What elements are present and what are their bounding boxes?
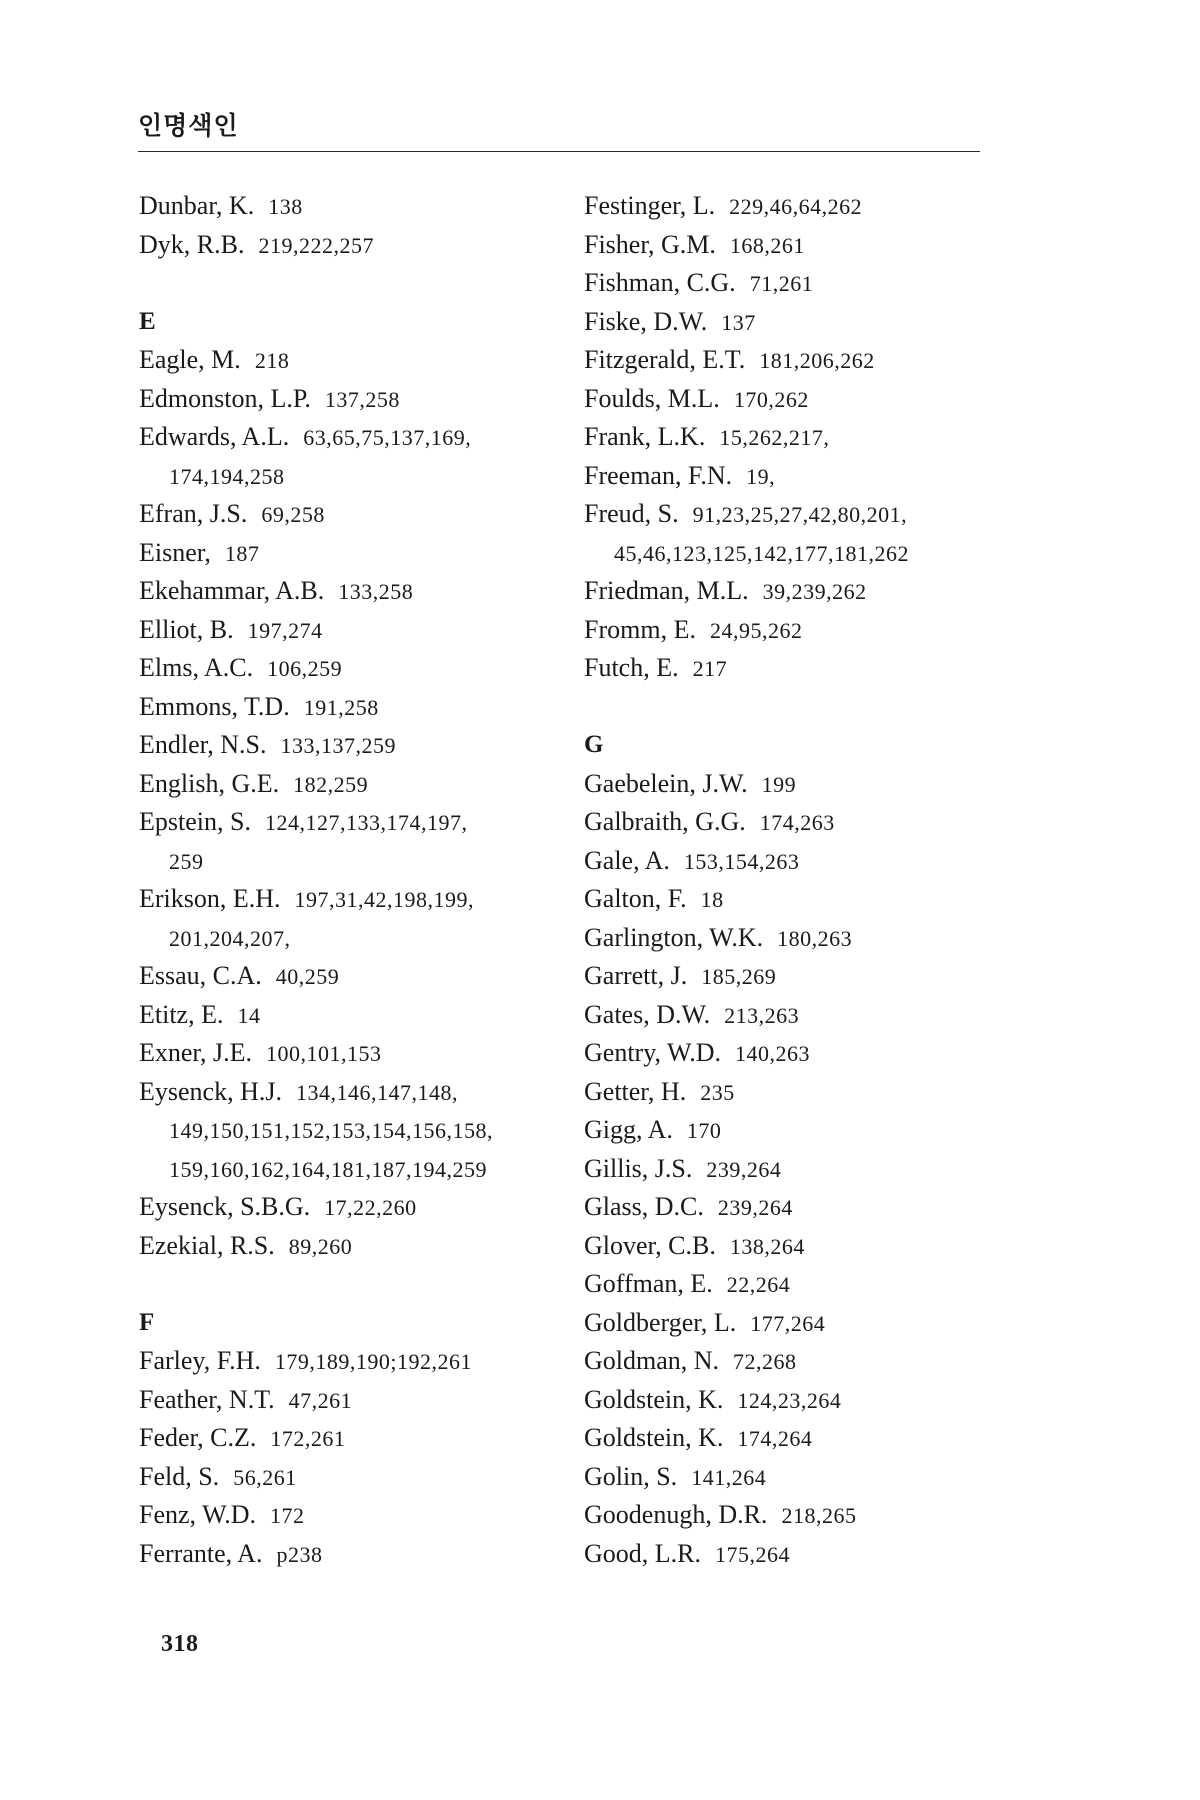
- entry-name: Dunbar, K.: [139, 191, 255, 220]
- entry-pages: 159,160,162,164,181,187,194,259: [169, 1156, 487, 1182]
- entry-pages: 174,194,258: [169, 463, 285, 489]
- entry-pages: 141,264: [691, 1464, 767, 1490]
- index-entry: [139, 495, 569, 534]
- index-column-right: [584, 187, 1014, 1573]
- index-entry: [584, 303, 1014, 342]
- index-entry: [139, 380, 569, 419]
- entry-name: Elliot, B.: [139, 614, 234, 644]
- entry-pages: 239,264: [717, 1195, 793, 1220]
- entry-name: Ezekial, R.S.: [139, 1230, 275, 1260]
- entry-name: Galton, F.: [584, 884, 687, 913]
- entry-pages: 17,22,260: [324, 1195, 417, 1220]
- entry-name: Ferrante, A.: [139, 1538, 263, 1568]
- entry-name: Fishman, C.G.: [584, 268, 736, 297]
- entry-name: Endler, N.S.: [139, 730, 267, 759]
- entry-pages: 47,261: [288, 1387, 353, 1413]
- entry-pages: 72,268: [733, 1349, 797, 1374]
- entry-name: Good, L.R.: [584, 1538, 701, 1568]
- entry-name: Ekehammar, A.B.: [139, 576, 325, 605]
- index-entry: [584, 1381, 1014, 1420]
- index-entry: [584, 996, 1014, 1035]
- entry-name: Fitzgerald, E.T.: [584, 345, 746, 374]
- index-entry: [139, 996, 569, 1035]
- entry-name: Fenz, W.D.: [139, 1500, 256, 1529]
- entry-name: Eysenck, S.B.G.: [139, 1192, 311, 1221]
- entry-pages: 181,206,262: [759, 348, 875, 373]
- entry-pages: 182,259: [293, 771, 369, 797]
- index-entry: [584, 1535, 1014, 1574]
- entry-name: Festinger, L.: [584, 191, 716, 220]
- entry-pages: 170,262: [733, 386, 809, 412]
- entry-pages: 133,258: [338, 579, 414, 604]
- entry-pages: 137: [721, 309, 756, 335]
- entry-name: Feather, N.T.: [139, 1384, 275, 1414]
- entry-pages: 168,261: [729, 232, 805, 258]
- index-entry: [584, 1227, 1014, 1266]
- index-entry: [139, 1496, 569, 1535]
- index-entry: [584, 1419, 1014, 1458]
- entry-pages: 24,95,262: [709, 617, 803, 643]
- entry-name: Emmons, T.D.: [139, 691, 290, 721]
- entry-pages: 149,150,151,152,153,154,156,158,: [169, 1118, 493, 1143]
- index-entry: [139, 726, 569, 765]
- entry-name: Goldstein, K.: [584, 1384, 724, 1414]
- index-entry: [139, 649, 569, 688]
- entry-pages: 235: [700, 1079, 735, 1105]
- entry-pages: 133,137,259: [280, 733, 396, 758]
- entry-pages: 229,46,64,262: [729, 194, 863, 219]
- entry-pages: 71,261: [749, 271, 814, 296]
- index-entry: [584, 226, 1014, 265]
- entry-name: Garrett, J.: [584, 961, 688, 990]
- index-entry: [139, 1073, 569, 1112]
- entry-name: Goldberger, L.: [584, 1307, 737, 1337]
- index-entry: [584, 1496, 1014, 1535]
- section-letter: E: [139, 307, 156, 335]
- entry-name: Epstein, S.: [139, 807, 251, 836]
- entry-pages: 197,31,42,198,199,: [294, 887, 475, 912]
- entry-name: Getter, H.: [584, 1076, 687, 1106]
- entry-pages: 137,258: [324, 386, 400, 412]
- entry-name: Eisner,: [139, 537, 211, 567]
- entry-pages: 18: [700, 887, 724, 912]
- entry-pages: p238: [276, 1541, 323, 1567]
- entry-pages: 138: [268, 194, 303, 219]
- index-entry: [584, 1265, 1014, 1304]
- entry-pages: 14: [237, 1002, 261, 1028]
- header-rule: [138, 151, 980, 152]
- index-entry: [139, 534, 569, 573]
- entry-pages: 69,258: [261, 502, 325, 527]
- entry-pages: 197,274: [247, 617, 323, 643]
- index-entry: [584, 1073, 1014, 1112]
- entry-name: Goffman, E.: [584, 1269, 713, 1298]
- index-entry-continuation: [584, 534, 1014, 573]
- index-entry: [584, 572, 1014, 611]
- entry-name: Glover, C.B.: [584, 1230, 716, 1260]
- entry-name: Eysenck, H.J.: [139, 1076, 282, 1106]
- entry-name: Etitz, E.: [139, 999, 224, 1029]
- entry-name: Fromm, E.: [584, 614, 696, 644]
- entry-pages: 180,263: [777, 925, 853, 951]
- entry-name: Garlington, W.K.: [584, 922, 764, 952]
- entry-pages: 89,260: [288, 1233, 353, 1259]
- entry-name: Goldstein, K.: [584, 1423, 724, 1452]
- entry-name: Freeman, F.N.: [584, 460, 733, 490]
- entry-pages: 56,261: [233, 1464, 297, 1490]
- entry-pages: 91,23,25,27,42,80,201,: [692, 502, 908, 527]
- entry-pages: 201,204,207,: [169, 925, 291, 951]
- index-entry: [584, 1111, 1014, 1150]
- index-entry: [584, 649, 1014, 688]
- entry-pages: 191,258: [303, 694, 379, 720]
- entry-name: Gates, D.W.: [584, 999, 711, 1029]
- entry-pages: 170: [686, 1118, 722, 1143]
- entry-name: Dyk, R.B.: [139, 229, 245, 259]
- entry-pages: 15,262,217,: [719, 425, 830, 450]
- entry-name: Fisher, G.M.: [584, 229, 716, 259]
- index-entry: [584, 803, 1014, 842]
- entry-pages: 185,269: [701, 964, 777, 989]
- blank-spacer: [139, 264, 569, 303]
- entry-name: Exner, J.E.: [139, 1038, 253, 1067]
- entry-pages: 40,259: [275, 964, 340, 989]
- entry-pages: 100,101,153: [266, 1041, 382, 1066]
- entry-name: Futch, E.: [584, 653, 679, 682]
- entry-pages: 174,264: [737, 1426, 813, 1451]
- index-entry-continuation: [139, 919, 569, 958]
- entry-pages: 106,259: [267, 656, 343, 681]
- index-entry: [139, 572, 569, 611]
- entry-name: Erikson, E.H.: [139, 884, 281, 913]
- index-entry-continuation: [139, 842, 569, 881]
- entry-pages: 218,265: [781, 1503, 857, 1528]
- index-entry: [139, 341, 569, 380]
- index-entry: [139, 1034, 569, 1073]
- index-entry: [139, 1381, 569, 1420]
- entry-name: Fiske, D.W.: [584, 306, 708, 336]
- page-number: 318: [161, 1631, 199, 1657]
- index-entry: [139, 957, 569, 996]
- section-letter: G: [584, 731, 604, 758]
- entry-name: Edmonston, L.P.: [139, 383, 311, 413]
- entry-name: English, G.E.: [139, 768, 280, 798]
- index-entry: [139, 1535, 569, 1574]
- index-column-left: [139, 187, 569, 1573]
- index-entry: [139, 1419, 569, 1458]
- entry-name: Goldman, N.: [584, 1346, 720, 1375]
- entry-pages: 63,65,75,137,169,: [303, 425, 472, 450]
- index-entry: [584, 457, 1014, 496]
- entry-pages: 172,261: [270, 1426, 346, 1451]
- blank-spacer: [139, 1265, 569, 1304]
- index-entry: [139, 418, 569, 457]
- index-entry: [584, 880, 1014, 919]
- index-entry: [584, 765, 1014, 804]
- index-entry-continuation: [139, 457, 569, 496]
- blank-spacer: [584, 688, 1014, 727]
- entry-name: Eagle, M.: [139, 345, 241, 374]
- entry-pages: 124,127,133,174,197,: [264, 810, 468, 835]
- entry-name: Gaebelein, J.W.: [584, 768, 748, 798]
- index-entry: [584, 264, 1014, 303]
- entry-pages: 140,263: [734, 1041, 810, 1066]
- entry-name: Friedman, M.L.: [584, 576, 749, 605]
- entry-pages: 153,154,263: [683, 848, 800, 874]
- entry-pages: 199: [761, 771, 797, 797]
- entry-name: Golin, S.: [584, 1461, 678, 1491]
- index-entry: [584, 611, 1014, 650]
- index-entry: [584, 380, 1014, 419]
- entry-pages: 239,264: [706, 1156, 782, 1182]
- entry-pages: 175,264: [715, 1541, 790, 1567]
- index-entry: [584, 1458, 1014, 1497]
- entry-pages: 219,222,257: [258, 232, 374, 258]
- index-entry: [584, 842, 1014, 881]
- entry-pages: 213,263: [724, 1002, 800, 1028]
- index-entry: [139, 765, 569, 804]
- index-entry: [584, 1034, 1014, 1073]
- index-entry: [584, 187, 1014, 226]
- entry-name: Freud, S.: [584, 499, 679, 528]
- page-header-title: 인명색인: [138, 111, 239, 140]
- index-entry: [584, 1188, 1014, 1227]
- index-entry: [584, 1342, 1014, 1381]
- entry-name: Gigg, A.: [584, 1115, 673, 1144]
- entry-name: Feld, S.: [139, 1461, 220, 1491]
- entry-pages: 45,46,123,125,142,177,181,262: [614, 540, 909, 566]
- index-entry: [584, 957, 1014, 996]
- entry-pages: 259: [169, 848, 204, 874]
- entry-name: Glass, D.C.: [584, 1192, 704, 1221]
- entry-name: Efran, J.S.: [139, 499, 248, 528]
- entry-pages: 172: [270, 1503, 305, 1528]
- entry-pages: 39,239,262: [762, 579, 867, 604]
- entry-pages: 124,23,264: [737, 1387, 842, 1413]
- entry-name: Goodenugh, D.R.: [584, 1500, 768, 1529]
- index-entry: [584, 495, 1014, 534]
- section-letter: F: [139, 1308, 155, 1336]
- entry-name: Gillis, J.S.: [584, 1153, 693, 1183]
- index-entry: [139, 611, 569, 650]
- index-entry: [139, 1458, 569, 1497]
- index-entry: [139, 1188, 569, 1227]
- index-entry: [584, 418, 1014, 457]
- entry-pages: 134,146,147,148,: [295, 1079, 458, 1105]
- index-entry: [139, 880, 569, 919]
- entry-name: Feder, C.Z.: [139, 1423, 257, 1452]
- index-entry: [584, 1150, 1014, 1189]
- index-entry: [139, 803, 569, 842]
- index-entry-continuation: [139, 1111, 569, 1150]
- entry-pages: 217: [692, 656, 728, 681]
- entry-name: Gentry, W.D.: [584, 1038, 721, 1067]
- entry-name: Gale, A.: [584, 845, 670, 875]
- index-entry: [139, 688, 569, 727]
- index-entry: [584, 341, 1014, 380]
- entry-pages: 138,264: [729, 1233, 805, 1259]
- index-entry: [139, 226, 569, 265]
- entry-name: Frank, L.K.: [584, 422, 706, 451]
- index-entry: [584, 919, 1014, 958]
- entry-name: Foulds, M.L.: [584, 383, 720, 413]
- entry-pages: 218: [254, 348, 290, 373]
- entry-pages: 19,: [746, 463, 776, 489]
- index-entry: [584, 1304, 1014, 1343]
- entry-name: Galbraith, G.G.: [584, 807, 746, 836]
- entry-name: Edwards, A.L.: [139, 422, 290, 451]
- entry-pages: 22,264: [726, 1272, 791, 1297]
- entry-pages: 174,263: [759, 810, 835, 835]
- index-entry: [139, 1342, 569, 1381]
- entry-name: Elms, A.C.: [139, 653, 254, 682]
- index-entry: [139, 1227, 569, 1266]
- entry-name: Essau, C.A.: [139, 961, 262, 990]
- entry-pages: 179,189,190;192,261: [274, 1349, 473, 1374]
- entry-name: Farley, F.H.: [139, 1346, 261, 1375]
- index-entry: [139, 187, 569, 226]
- entry-pages: 187: [224, 540, 260, 566]
- entry-pages: 177,264: [750, 1310, 826, 1336]
- index-entry-continuation: [139, 1150, 569, 1189]
